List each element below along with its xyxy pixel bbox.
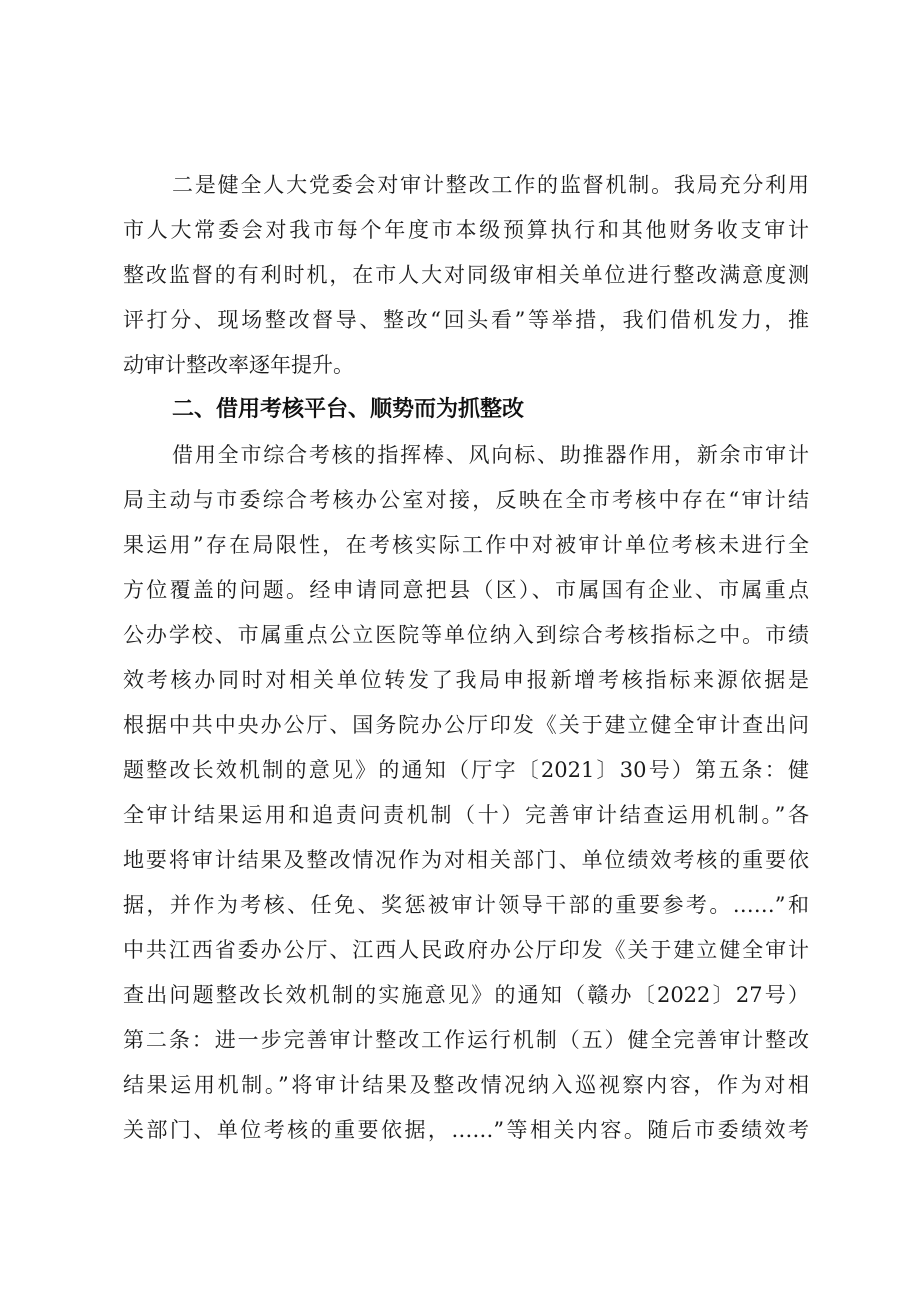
- paragraph-1-line-4: 评打分、现场整改督导、整改“回头看”等举措，我们借机发力，推: [123, 308, 809, 332]
- paragraph-1-line-5: 动审计整改率逐年提升。: [123, 353, 354, 377]
- paragraph-1-line-3: 整改监督的有利时机，在市人大对同级审相关单位进行整改满意度测: [123, 263, 809, 287]
- paragraph-2-line-1: 借用全市综合考核的指挥棒、风向标、助推器作用，新余市审计: [172, 443, 809, 467]
- paragraph-2-line-2: 局主动与市委综合考核办公室对接，反映在全市考核中存在“审计结: [123, 488, 809, 512]
- paragraph-2-line-10: 地要将审计结果及整改情况作为对相关部门、单位绩效考核的重要依: [123, 848, 809, 872]
- paragraph-1-line-2: 市人大常委会对我市每个年度市本级预算执行和其他财务收支审计: [123, 218, 809, 242]
- paragraph-2-line-9: 全审计结果运用和追责问责机制（十）完善审计结查运用机制。”各: [123, 803, 809, 827]
- paragraph-2-line-16: 关部门、单位考核的重要依据，……”等相关内容。随后市委绩效考: [123, 1118, 809, 1142]
- paragraph-1-line-1: 二是健全人大党委会对审计整改工作的监督机制。我局充分利用: [172, 173, 809, 197]
- paragraph-2-line-15: 结果运用机制。”将审计结果及整改情况纳入巡视察内容，作为对相: [123, 1073, 809, 1097]
- paragraph-2-line-3: 果运用”存在局限性，在考核实际工作中对被审计单位考核未进行全: [123, 533, 809, 557]
- paragraph-2-line-5: 公办学校、市属重点公立医院等单位纳入到综合考核指标之中。市绩: [123, 623, 809, 647]
- paragraph-2-line-8: 题整改长效机制的意见》的通知（厅字〔2021〕30号）第五条：健: [123, 758, 809, 782]
- paragraph-2-line-6: 效考核办同时对相关单位转发了我局申报新增考核指标来源依据是: [123, 668, 809, 692]
- paragraph-2-line-7: 根据中共中央办公厅、国务院办公厅印发《关于建立健全审计查出问: [123, 713, 809, 737]
- paragraph-2-line-12: 中共江西省委办公厅、江西人民政府办公厅印发《关于建立健全审计: [123, 938, 809, 962]
- paragraph-2-line-4: 方位覆盖的问题。经申请同意把县（区）、市属国有企业、市属重点: [123, 578, 809, 602]
- paragraph-2-line-14: 第二条：进一步完善审计整改工作运行机制（五）健全完善审计整改: [123, 1028, 809, 1052]
- paragraph-2-line-11: 据，并作为考核、任免、奖惩被审计领导干部的重要参考。……”和: [123, 893, 809, 917]
- paragraph-2-line-13: 查出问题整改长效机制的实施意见》的通知（赣办〔2022〕27号）: [123, 983, 809, 1007]
- section-heading: 二、借用考核平台、顺势而为抓整改: [172, 397, 525, 422]
